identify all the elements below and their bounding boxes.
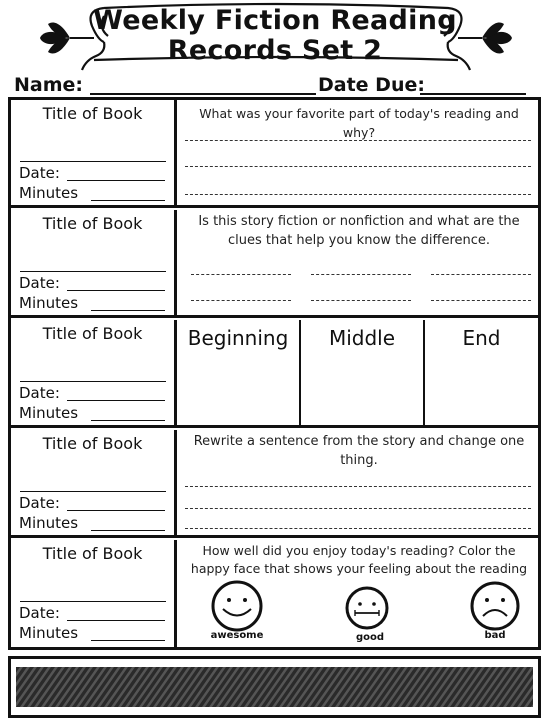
answer-line[interactable] bbox=[431, 300, 531, 301]
title-of-book-label: Title of Book bbox=[42, 214, 143, 233]
minutes-field[interactable] bbox=[91, 640, 165, 641]
title-field[interactable] bbox=[20, 491, 166, 492]
page-title-line2: Records Set 2 bbox=[167, 35, 383, 66]
date-label: Date: bbox=[19, 604, 60, 622]
prompt-text: Rewrite a sentence from the story and change one thing. bbox=[193, 434, 525, 468]
page-title-line1: Weekly Fiction Reading bbox=[93, 5, 457, 36]
neutral-face-icon[interactable] bbox=[341, 586, 397, 634]
face-label-awesome: awesome bbox=[210, 630, 264, 641]
middle-box[interactable] bbox=[301, 320, 425, 425]
answer-line[interactable] bbox=[185, 528, 531, 529]
date-label: Date: bbox=[19, 274, 60, 292]
prompt-text: Is this story fiction or nonfiction and what are the clues that help you know the difference. bbox=[198, 214, 520, 248]
answer-line[interactable] bbox=[185, 508, 531, 509]
prompt-text: How well did you enjoy today's reading? Color the happy face that shows your feeling about the reading bbox=[190, 543, 528, 576]
beginning-box[interactable] bbox=[177, 320, 301, 425]
title-of-book-label: Title of Book bbox=[42, 324, 143, 343]
record-row-3 bbox=[11, 320, 538, 428]
date-label: Date: bbox=[19, 494, 60, 512]
answer-line[interactable] bbox=[185, 486, 531, 487]
minutes-field[interactable] bbox=[91, 200, 165, 201]
name-field[interactable] bbox=[90, 93, 316, 95]
title-of-book-label: Title of Book bbox=[42, 104, 143, 123]
answer-line[interactable] bbox=[185, 166, 531, 167]
prompt-text: What was your favorite part of today's reading and why? bbox=[199, 106, 519, 140]
response-cell bbox=[177, 320, 538, 425]
response-cell bbox=[177, 210, 538, 315]
response-cell bbox=[177, 430, 538, 535]
record-row-4 bbox=[11, 430, 538, 538]
record-row-1 bbox=[11, 100, 538, 208]
face-label-good: good bbox=[355, 632, 385, 643]
title-field[interactable] bbox=[20, 161, 166, 162]
date-label: Date: bbox=[19, 164, 60, 182]
diagonal-stripes-pattern bbox=[16, 667, 533, 707]
book-info-cell bbox=[11, 210, 177, 315]
book-info-cell bbox=[11, 430, 177, 535]
record-row-2 bbox=[11, 210, 538, 318]
date-field[interactable] bbox=[67, 620, 165, 621]
date-field[interactable] bbox=[67, 290, 165, 291]
title-field[interactable] bbox=[20, 381, 166, 382]
answer-line[interactable] bbox=[191, 300, 291, 301]
date-field[interactable] bbox=[67, 510, 165, 511]
name-date-row bbox=[14, 74, 544, 98]
record-row-5 bbox=[11, 540, 538, 647]
response-cell bbox=[177, 540, 538, 647]
date-label: Date: bbox=[19, 384, 60, 402]
footer-frame bbox=[8, 656, 541, 718]
minutes-field[interactable] bbox=[91, 420, 165, 421]
date-due-label: Date Due: bbox=[318, 74, 425, 96]
answer-line[interactable] bbox=[185, 194, 531, 195]
answer-line[interactable] bbox=[191, 274, 291, 275]
title-of-book-label: Title of Book bbox=[42, 434, 143, 453]
book-info-cell bbox=[11, 320, 177, 425]
title-of-book-label: Title of Book bbox=[42, 544, 143, 563]
response-cell bbox=[177, 100, 538, 205]
records-table bbox=[8, 97, 541, 650]
title-field[interactable] bbox=[20, 601, 166, 602]
sad-face-icon[interactable] bbox=[465, 580, 529, 636]
face-label-bad: bad bbox=[484, 630, 506, 641]
beginning-label: Beginning bbox=[187, 326, 289, 350]
minutes-field[interactable] bbox=[91, 310, 165, 311]
answer-line[interactable] bbox=[311, 274, 411, 275]
happy-face-icon[interactable] bbox=[207, 580, 271, 636]
end-box[interactable] bbox=[425, 320, 538, 425]
book-info-cell bbox=[11, 540, 177, 647]
minutes-label: Minutes bbox=[19, 514, 79, 532]
date-field[interactable] bbox=[67, 180, 165, 181]
minutes-label: Minutes bbox=[19, 294, 79, 312]
minutes-label: Minutes bbox=[19, 404, 79, 422]
book-info-cell bbox=[11, 100, 177, 205]
page-title bbox=[0, 6, 550, 66]
end-label: End bbox=[462, 326, 501, 350]
middle-label: Middle bbox=[328, 326, 396, 350]
date-due-field[interactable] bbox=[420, 93, 526, 95]
date-field[interactable] bbox=[67, 400, 165, 401]
answer-line[interactable] bbox=[185, 140, 531, 141]
title-field[interactable] bbox=[20, 271, 166, 272]
minutes-field[interactable] bbox=[91, 530, 165, 531]
answer-line[interactable] bbox=[431, 274, 531, 275]
minutes-label: Minutes bbox=[19, 624, 79, 642]
name-label: Name: bbox=[14, 74, 84, 96]
answer-line[interactable] bbox=[311, 300, 411, 301]
minutes-label: Minutes bbox=[19, 184, 79, 202]
